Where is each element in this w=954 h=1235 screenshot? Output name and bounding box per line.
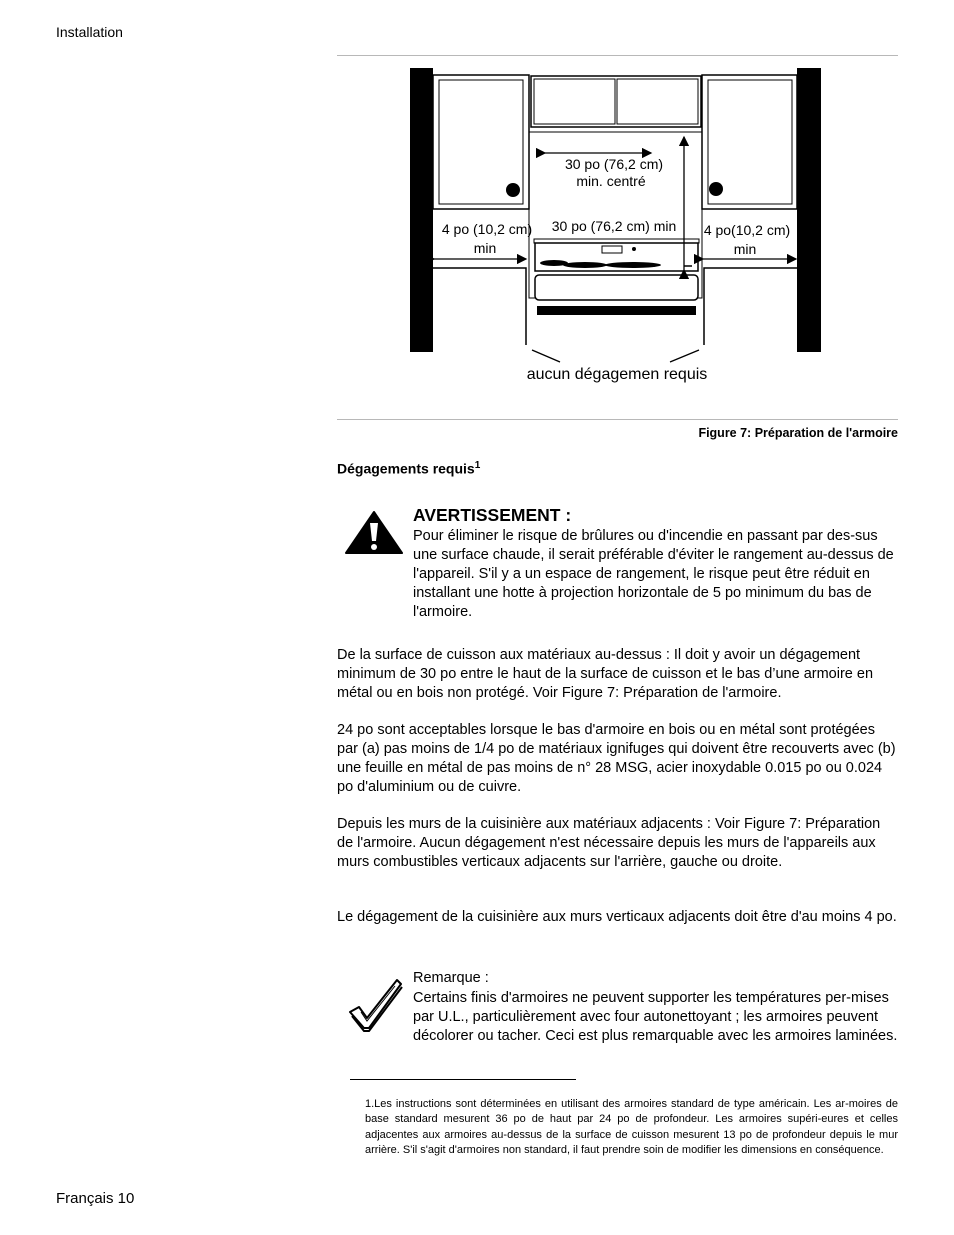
label-right-line1: 4 po(10,2 cm) bbox=[703, 222, 791, 238]
note-title: Remarque : bbox=[413, 970, 489, 986]
checkmark-note-icon bbox=[347, 976, 403, 1032]
label-top-clearance-line2: min. centré bbox=[576, 173, 646, 189]
label-bottom: aucun dégagemen requis bbox=[526, 366, 708, 383]
top-rule bbox=[337, 55, 898, 56]
paragraph-24-inch: 24 po sont acceptables lorsque le bas d'armoire en bois ou en métal sont protégées par (a) pas moins de 1/4 po de matériaux ignifuges qui doivent être recouverts avec (b) une feuille en métal de pas moins de n° 28 MSG, acier inoxydable 0.015 po ou 0.024 po d'aluminium ou de cuivre. bbox=[337, 722, 896, 795]
right-wall bbox=[797, 68, 821, 352]
label-right-line2: min bbox=[733, 241, 757, 257]
page-footer: Français 10 bbox=[56, 1190, 135, 1207]
cabinet-diagram bbox=[405, 63, 825, 393]
footnote-rule bbox=[350, 1079, 576, 1080]
figure-caption: Figure 7: Préparation de l'armoire bbox=[698, 426, 898, 440]
footnote-marker: 1 bbox=[474, 460, 481, 471]
note-body: Certains finis d'armoires ne peuvent supporter les températures per-mises par U.L., particulièrement avec four autonettoyant ; les armoires peuvent décolorer ou tacher. Ceci est plus remarquable avec les armoires laminées. bbox=[413, 990, 898, 1044]
range-appliance bbox=[534, 239, 699, 315]
label-center: 30 po (76,2 cm) min bbox=[551, 218, 677, 234]
left-wall bbox=[410, 68, 433, 352]
warning-body: Pour éliminer le risque de brûlures ou d'incendie en passant par des-sus une surface chaude, il serait préférable d'éviter le rangement au-dessus de l'appareil. S'il y a un espace de rangement, le risque peut être réduit en installant une hotte à projection horizontale de 5 po minimum du bas de l'armoire. bbox=[413, 528, 894, 620]
figure-bottom-rule bbox=[337, 419, 898, 420]
label-left-line2: min bbox=[473, 240, 497, 256]
running-header: Installation bbox=[56, 24, 123, 40]
label-left-line1: 4 po (10,2 cm) bbox=[441, 221, 533, 237]
paragraph-adjacent-walls: Depuis les murs de la cuisinière aux matériaux adjacents : Voir Figure 7: Préparation de l'armoire. Aucun dégagement n'est nécessaire depuis les murs de l'appareils aux murs combustibles verticaux adjacents sur l'arrière, gauche ou droite. bbox=[337, 816, 881, 870]
footnote: 1.Les instructions sont déterminées en utilisant des armoires standard de type américain. Les ar-moires de base standard mesurent 36 po de haut par 24 po de profondeur. Les armoires supéri-eures et celles adjacentes aux armoires au-dessus de la surface de cuisson mesurent 13 po de profondeur depuis le mur arrière. S'il s'agit d'armoires non standard, il faut prendre soin de modifier les dimensions en conséquence. bbox=[365, 1098, 898, 1156]
section-title bbox=[337, 460, 480, 477]
warning-triangle-icon bbox=[345, 510, 403, 554]
paragraph-surface-clearance: De la surface de cuisson aux matériaux au-dessus : Il doit y avoir un dégagement minimum de 30 po entre le haut de la surface de cuisson et le bas d’une armoire en métal ou en bois non protégé. Voir Figure 7: Préparation de l'armoire. bbox=[337, 647, 874, 701]
warning-title: AVERTISSEMENT : bbox=[413, 505, 572, 525]
paragraph-4-inch: Le dégagement de la cuisinière aux murs verticaux adjacents doit être d'au moins 4 po. bbox=[337, 909, 897, 925]
section-title-text: Dégagements requis bbox=[337, 460, 475, 477]
left-cabinet-knob bbox=[506, 183, 520, 197]
label-top-clearance-line1: 30 po (76,2 cm) bbox=[564, 156, 664, 172]
right-cabinet-knob bbox=[709, 182, 723, 196]
